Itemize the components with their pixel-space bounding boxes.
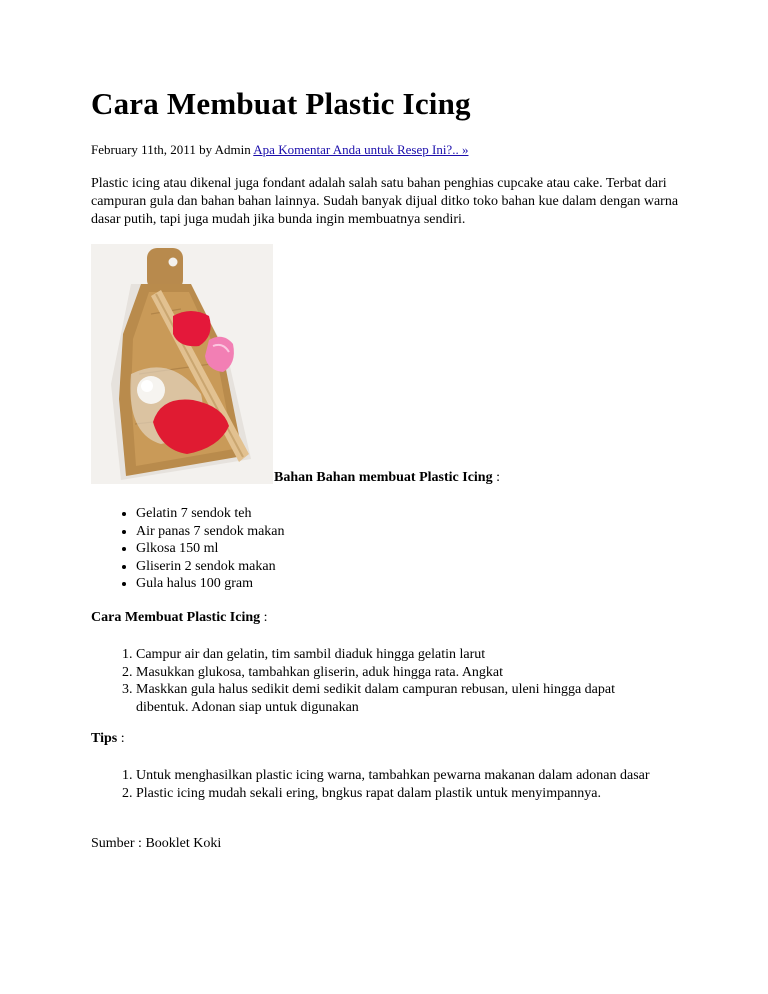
list-item: • Air panas 7 sendok makan	[136, 523, 285, 541]
list-item: 3. Maskkan gula halus sedikit demi sedikit dalam campuran rebusan, uleni hingga dapat dibentuk. Adonan siap untuk digunakan	[136, 681, 656, 716]
list-item: • Gelatin 7 sendok teh	[136, 505, 285, 523]
list-item: 1. Campur air dan gelatin, tim sambil diaduk hingga gelatin larut	[136, 646, 656, 664]
source-text: Sumber : Booklet Koki	[91, 836, 222, 851]
tips-list	[91, 767, 656, 802]
page-title: Cara Membuat Plastic Icing	[91, 86, 471, 121]
list-item: • Gula halus 100 gram	[136, 575, 285, 593]
recipe-photo	[91, 244, 273, 484]
list-item: 2. Plastic icing mudah sekali ering, bngkus rapat dalam plastik untuk menyimpannya.	[136, 785, 656, 803]
list-item: 2. Masukkan glukosa, tambahkan gliserin, aduk hingga rata. Angkat	[136, 664, 656, 682]
ingredients-list	[91, 505, 285, 593]
tips-heading: Tips :	[91, 731, 125, 746]
post-meta	[91, 142, 468, 158]
intro-paragraph: Plastic icing atau dikenal juga fondant adalah salah satu bahan penghias cupcake atau cake. Terbat dari campuran gula dan bahan bahan lainnya. Sudah banyak dijual ditko toko bahan kue dalam dengan warna dasar putih, tapi juga mudah jika bunda ingin membuatnya sendiri.	[91, 176, 679, 227]
list-item: 1. Untuk menghasilkan plastic icing warna, tambahkan pewarna makanan dalam adonan dasar	[136, 767, 656, 785]
comment-link[interactable]: Apa Komentar Anda untuk Resep Ini?.. »	[253, 142, 469, 157]
cutting-board-image	[91, 244, 273, 484]
ingredients-heading: Bahan Bahan membuat Plastic Icing :	[274, 470, 500, 485]
method-steps	[91, 646, 656, 716]
date-author: February 11th, 2011 by Admin	[91, 142, 251, 157]
list-item: • Gliserin 2 sendok makan	[136, 558, 285, 576]
method-heading: Cara Membuat Plastic Icing :	[91, 610, 268, 625]
list-item: • Glkosa 150 ml	[136, 540, 285, 558]
